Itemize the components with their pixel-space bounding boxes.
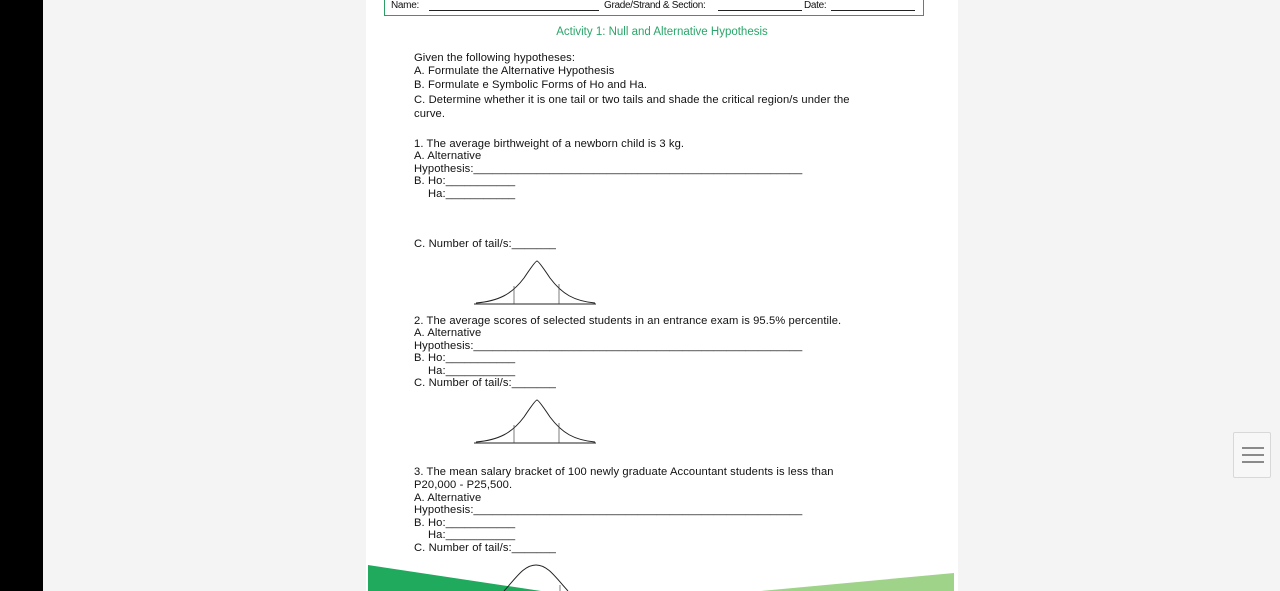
name-blank xyxy=(429,10,599,11)
hamburger-menu-icon xyxy=(1242,447,1264,449)
activity-title: Activity 1: Null and Alternative Hypothesis xyxy=(556,26,768,38)
footer-band-light xyxy=(761,573,954,591)
grade-section-label: Grade/Strand & Section: xyxy=(604,0,706,11)
name-label: Name: xyxy=(391,0,419,11)
instruction-line: Given the following hypotheses: xyxy=(414,52,576,64)
ha-blank: Ha:___________ xyxy=(428,529,516,541)
tails-blank: C. Number of tail/s:_______ xyxy=(414,377,556,389)
date-blank xyxy=(831,10,915,11)
document-page xyxy=(366,0,958,591)
student-info-header xyxy=(384,0,924,16)
hypothesis-blank: Hypothesis:____________________________________________________ xyxy=(414,340,803,352)
grade-section-blank xyxy=(718,10,802,11)
question-3: 3. The mean salary bracket of 100 newly graduate Accountant students is less than xyxy=(414,466,834,478)
hamburger-menu-icon-line xyxy=(1242,461,1264,463)
hypothesis-blank: Hypothesis:____________________________________________________ xyxy=(414,504,803,516)
question-2: 2. The average scores of selected students in an entrance exam is 95.5% percentile. xyxy=(414,315,842,327)
question-1: 1. The average birthweight of a newborn child is 3 kg. xyxy=(414,138,685,150)
hamburger-menu-icon-line xyxy=(1242,454,1264,456)
tails-blank: C. Number of tail/s:_______ xyxy=(414,238,556,250)
instruction-line: curve. xyxy=(414,108,446,120)
date-label: Date: xyxy=(804,0,827,11)
ha-blank: Ha:___________ xyxy=(428,365,516,377)
tails-blank: C. Number of tail/s:_______ xyxy=(414,542,556,554)
ho-blank: B. Ho:___________ xyxy=(414,517,516,529)
normal-curve-2 xyxy=(474,397,598,447)
instruction-line: B. Formulate e Symbolic Forms of Ho and Ha. xyxy=(414,79,648,91)
instruction-line: C. Determine whether it is one tail or two tails and shade the critical region/s under the xyxy=(414,94,850,106)
ho-blank: B. Ho:___________ xyxy=(414,352,516,364)
instruction-line: A. Formulate the Alternative Hypothesis xyxy=(414,65,615,77)
alternative-label: A. Alternative xyxy=(414,150,482,162)
ho-blank: B. Ho:___________ xyxy=(414,175,516,187)
footer-decoration xyxy=(366,560,958,591)
question-3-continued: P20,000 - P25,500. xyxy=(414,479,513,491)
ha-blank: Ha:___________ xyxy=(428,188,516,200)
normal-curve-1 xyxy=(474,258,598,308)
hypothesis-blank: Hypothesis:____________________________________________________ xyxy=(414,163,803,175)
alternative-label: A. Alternative xyxy=(414,492,482,504)
sidebar-menu-button[interactable] xyxy=(1233,432,1271,478)
alternative-label: A. Alternative xyxy=(414,327,482,339)
left-black-bar xyxy=(0,0,43,591)
